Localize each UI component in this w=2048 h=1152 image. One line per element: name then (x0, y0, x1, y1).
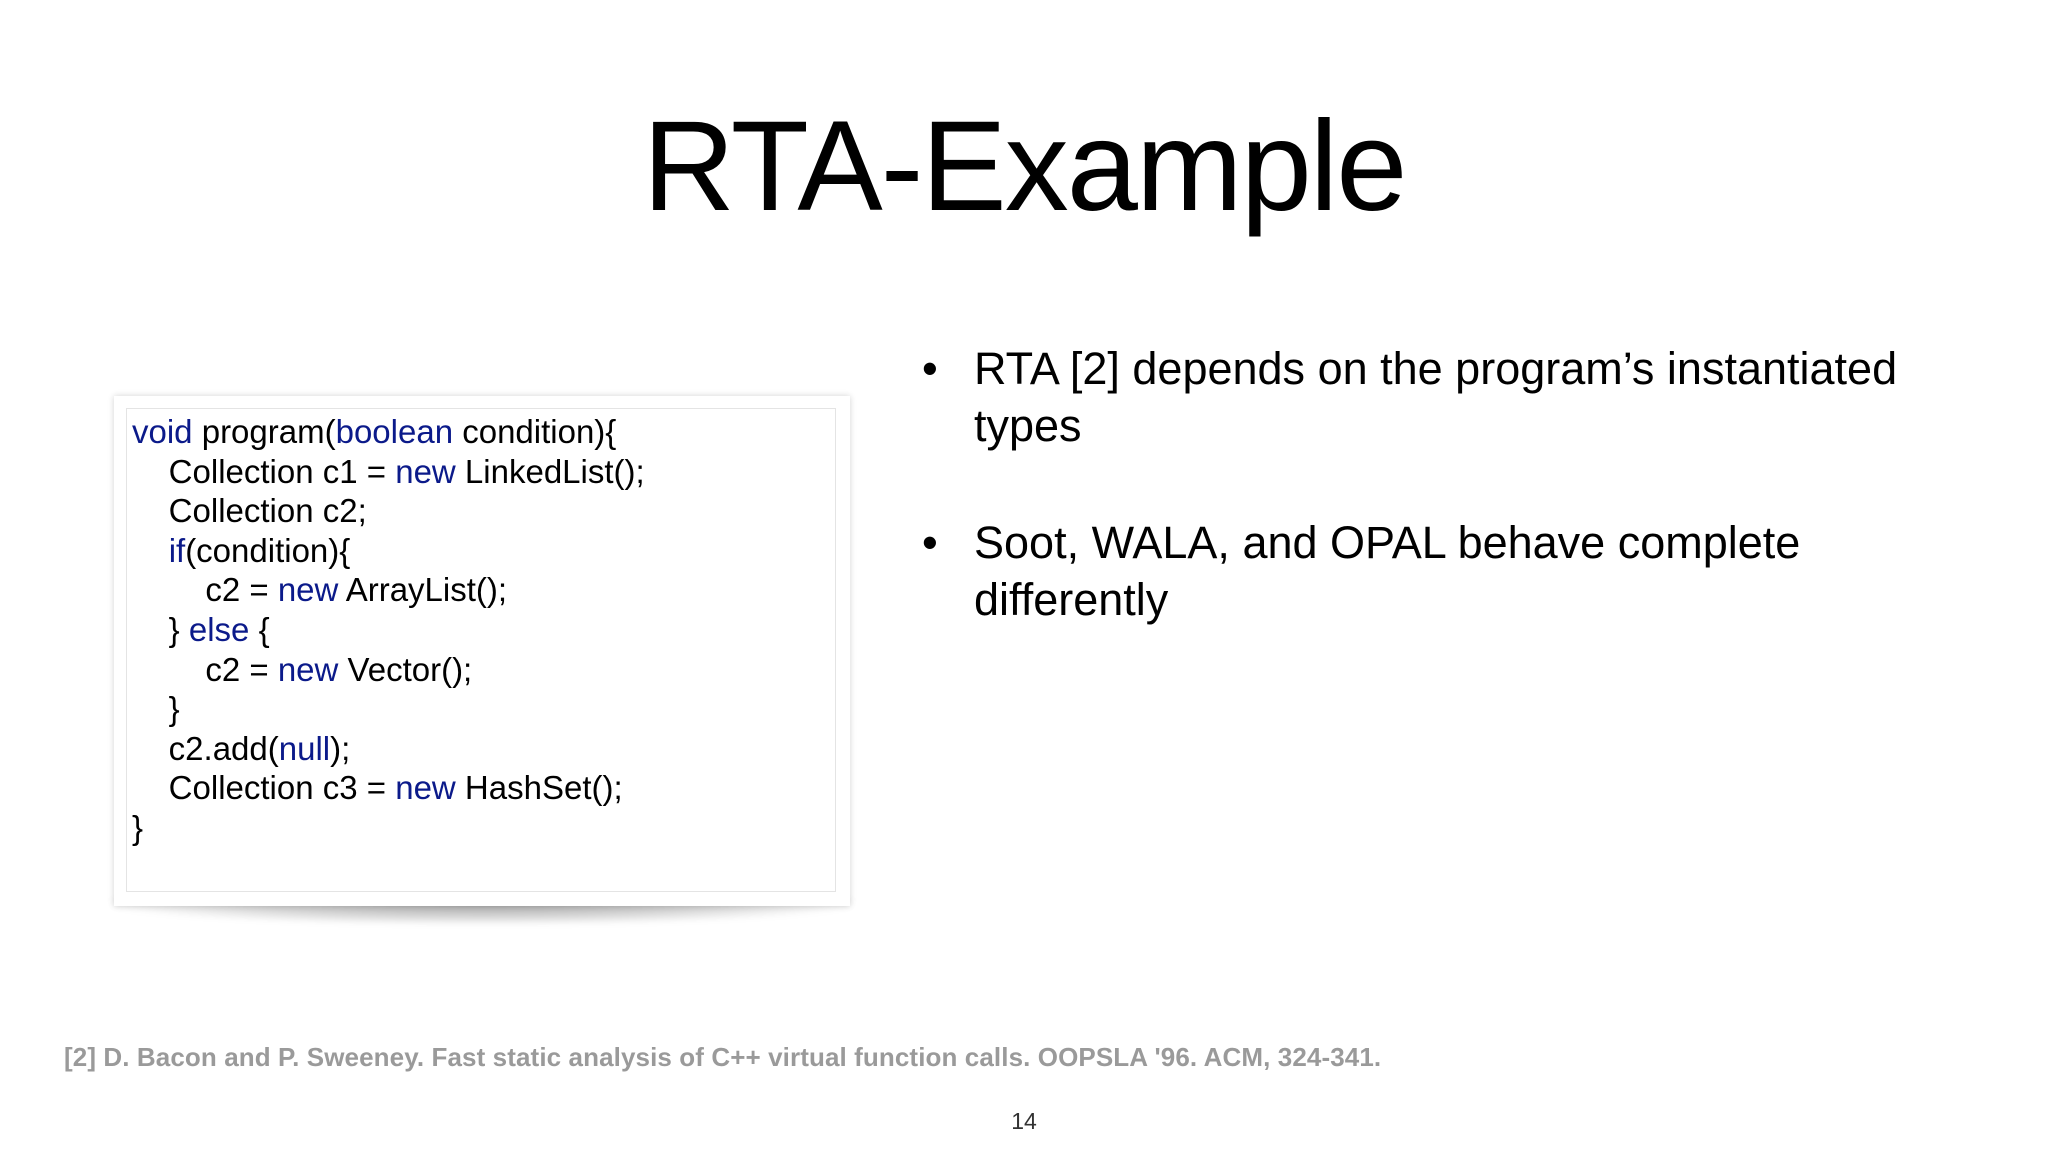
code-text: Collection c2; (132, 492, 367, 530)
code-text: Vector(); (338, 650, 473, 688)
code-keyword: void (132, 413, 193, 450)
code-keyword: new (277, 650, 339, 688)
code-block (132, 412, 645, 848)
code-text: LinkedList(); (455, 452, 645, 490)
code-text: Collection c3 = (132, 769, 396, 807)
code-text: } (132, 690, 180, 728)
code-keyword: null (278, 729, 331, 767)
code-text: c2.add( (132, 729, 279, 767)
code-text: { (249, 610, 270, 648)
bullet-marker: • (922, 517, 938, 568)
code-line (132, 570, 645, 610)
code-line (132, 729, 645, 769)
code-line (132, 768, 645, 808)
code-line (132, 808, 645, 848)
code-keyword: new (395, 452, 456, 490)
page-number: 14 (1011, 1108, 1037, 1134)
bullet-text: Soot, WALA, and OPAL behave complete differently (974, 517, 1801, 625)
code-keyword: else (188, 610, 250, 648)
code-text: } (132, 610, 189, 648)
code-line (132, 412, 645, 452)
code-text: } (132, 808, 144, 846)
code-text: ArrayList(); (338, 571, 508, 609)
code-line (132, 650, 645, 690)
code-text: (condition){ (185, 531, 351, 569)
code-text (132, 532, 169, 569)
bullet-list (922, 340, 2002, 688)
code-text: c2 = (132, 650, 278, 688)
code-keyword: new (395, 769, 456, 807)
code-text: condition){ (453, 413, 617, 450)
code-keyword: new (277, 571, 339, 609)
bullet-text: RTA [2] depends on the program’s instantiated types (974, 343, 1898, 451)
bullet-marker: • (922, 343, 938, 394)
code-keyword: boolean (335, 413, 454, 450)
code-line (132, 610, 645, 650)
code-text: program( (192, 413, 336, 450)
code-line (132, 531, 645, 571)
code-keyword: if (168, 531, 186, 569)
code-text: c2 = (132, 571, 278, 609)
code-text: ); (330, 729, 351, 767)
code-line (132, 452, 645, 492)
code-text: HashSet(); (455, 769, 623, 807)
code-text: Collection c1 = (132, 452, 396, 490)
code-line (132, 491, 645, 531)
code-line (132, 689, 645, 729)
bullet-item-frameworks (922, 514, 2002, 628)
bullet-item-rta (922, 340, 2002, 454)
reference-footnote: [2] D. Bacon and P. Sweeney. Fast static analysis of C++ virtual function calls. OOPSLA '96. ACM, 324-341. (64, 1042, 1382, 1072)
slide-title: RTA-Example (642, 95, 1406, 238)
